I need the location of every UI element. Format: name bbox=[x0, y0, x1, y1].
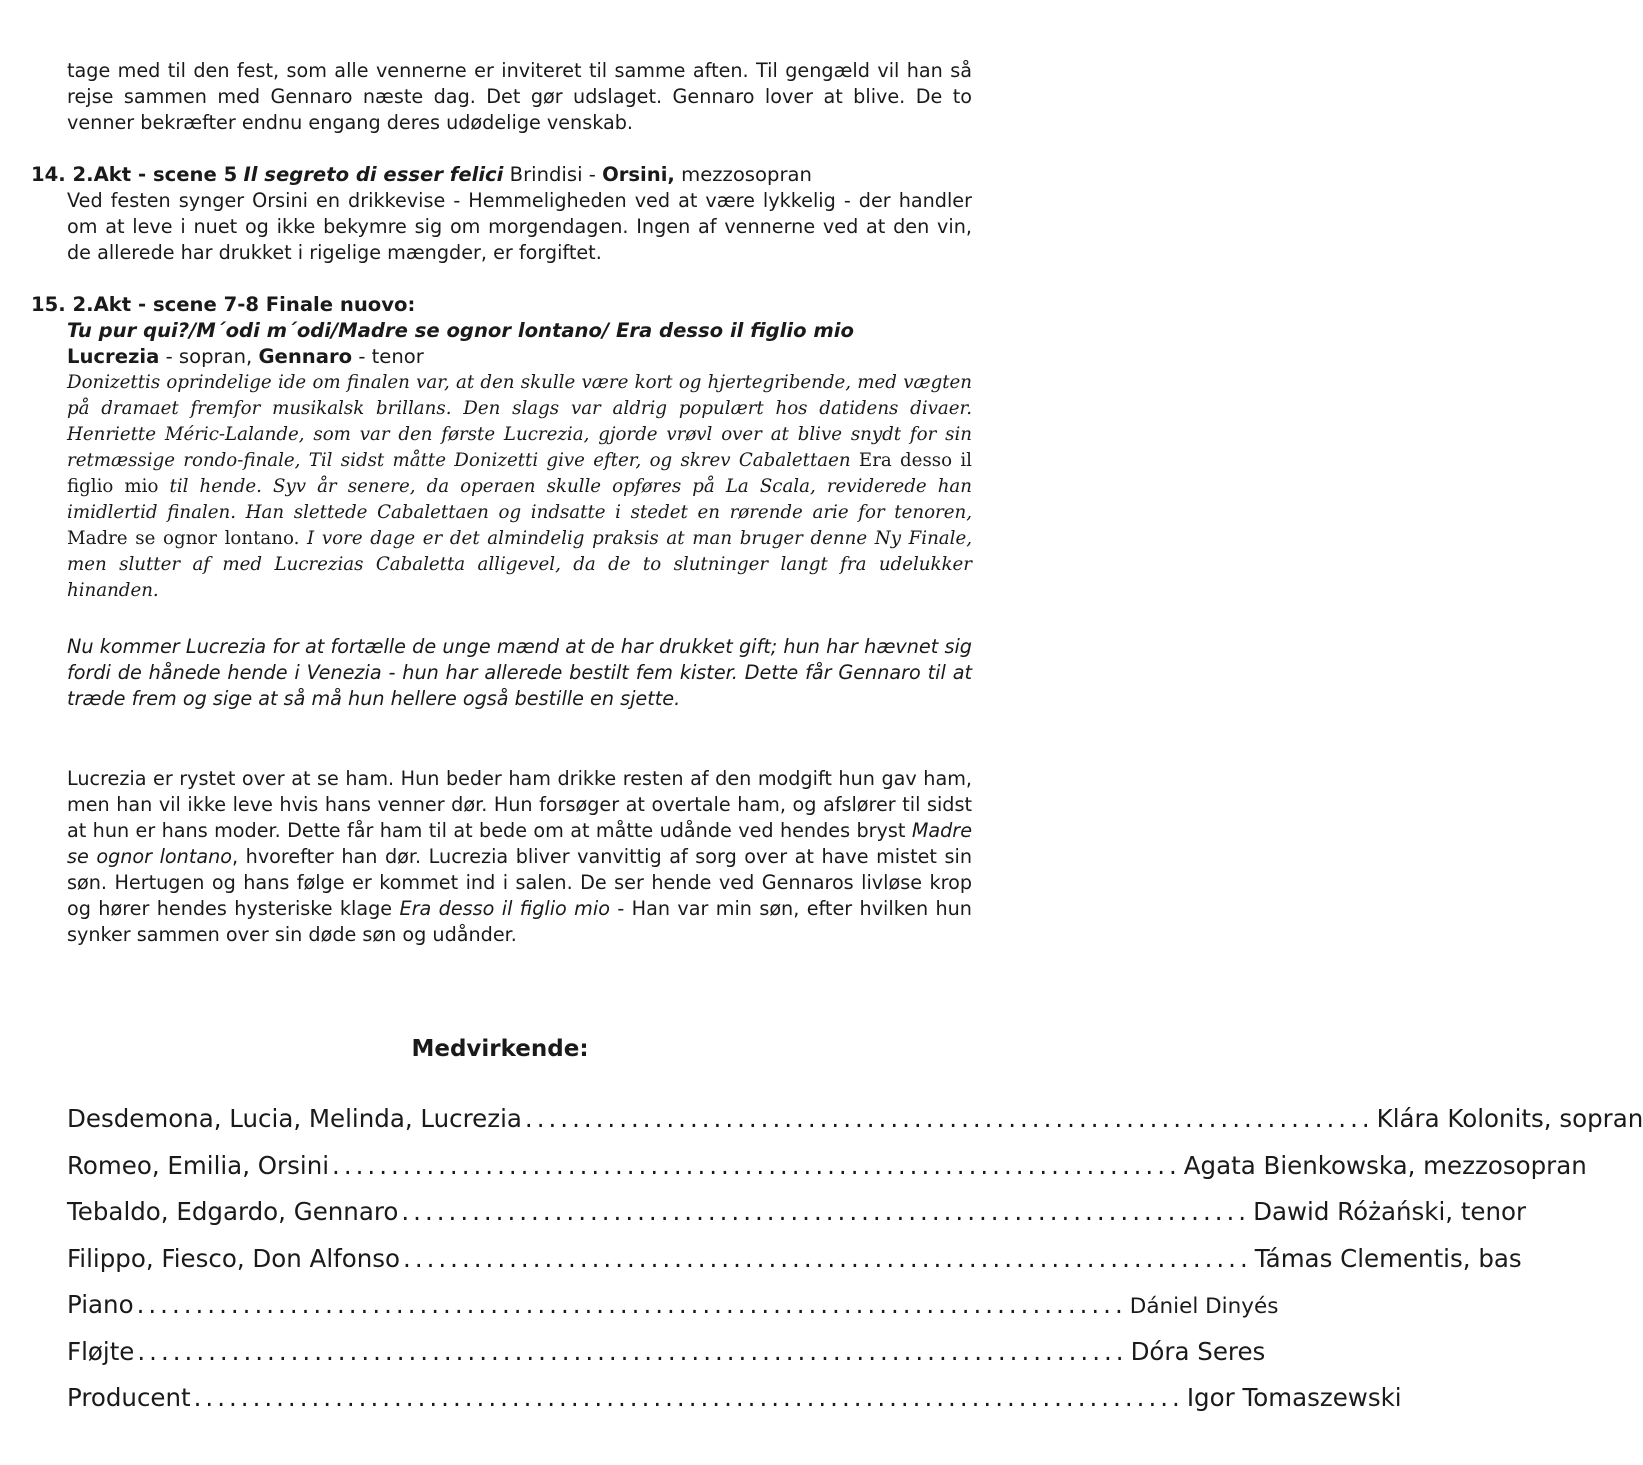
item-15-titles: Tu pur qui?/M´odi m´odi/Madre se ognor lontano/ Era desso il figlio mio bbox=[67, 319, 854, 342]
item-14-title: Il segreto di esser felici bbox=[243, 163, 504, 186]
cast-artist: Dawid Różański, tenor bbox=[1253, 1197, 1527, 1226]
story-section bbox=[67, 766, 972, 948]
cast-row bbox=[67, 1382, 1402, 1429]
poison-paragraph: Nu kommer Lucrezia for at fortælle de unge mænd at de har drukket gift; hun har hævnet sig fordi de hånede hende i Venezia - hun har allerede bestilt fem kister. Dette får Gennaro til at træde frem og sige at så må hun hellere også bestille en sjette. bbox=[67, 635, 972, 710]
story-title-1: Madre se ognor lontano bbox=[67, 819, 972, 868]
cast-role: Producent bbox=[67, 1383, 191, 1412]
note-part-1: Donizettis oprindelige ide om finalen var, at den skulle være kort og hjertegribende, med vægten på dramaet fremfor musikalsk brillans. Den slags var aldrig populært hos datidens divaer. Henriette Méric-Lalande, som var den første Lucrezia, gjorde vrøvl over at blive snydt for sin retmæssige rondo-finale, Til sidst måtte Donizetti give efter, og skrev Cabalettaen bbox=[67, 372, 972, 471]
story-part-2: , hvorefter han dør. Lucrezia bliver vanvittig af sorg over at have mistet sin søn. Hertugen og hans følge er kommet ind i salen. De ser hende ved Gennaros livløse krop og hører hendes hysteriske klage bbox=[67, 845, 972, 920]
item-15 bbox=[31, 292, 972, 604]
cast-leader-dots: ........................................................................ bbox=[401, 1197, 1251, 1226]
cast-row bbox=[67, 1196, 1527, 1243]
story-part-1: Lucrezia er rystet over at se ham. Hun beder ham drikke resten af den modgift hun gav ham, men han vil ikke leve hvis hans venner dør. Hun forsøger at overtale ham, og afslører til sidst at hun er hans moder. Dette får ham til at bede om at måtte udånde ved hendes bryst bbox=[67, 767, 972, 842]
cast-role: Romeo, Emilia, Orsini bbox=[67, 1150, 330, 1180]
cast-artist: Igor Tomaszewski bbox=[1186, 1383, 1402, 1412]
item-14-heading bbox=[31, 162, 972, 188]
story-paragraph bbox=[67, 766, 972, 948]
cast-row bbox=[67, 1150, 1587, 1197]
cast-role: Filippo, Fiesco, Don Alfonso bbox=[67, 1243, 401, 1273]
story-part-3: - Han var min søn, efter hvilken hun synker sammen over sin døde søn og udånder. bbox=[67, 897, 972, 946]
cast-row bbox=[67, 1336, 1266, 1383]
item-15-voice-1: - sopran, bbox=[165, 345, 253, 368]
item-14-description: Ved festen synger Orsini en drikkevise - Hemmeligheden ved at være lykkelig - der handler om at leve i nuet og ikke bekymre sig om morgendagen. Ingen af vennerne ved at den vin, de allerede har drukket i rigelige mængder, er forgiftet. bbox=[67, 189, 972, 264]
note-title-1: Era desso il figlio mio bbox=[67, 450, 972, 497]
cast-artist: Dániel Dinyés bbox=[1129, 1294, 1279, 1319]
cast-row bbox=[67, 1243, 1522, 1290]
item-14-voice: mezzosopran bbox=[681, 163, 812, 186]
cast-row bbox=[67, 1289, 1279, 1336]
cast-leader-dots: ........................................................................ bbox=[403, 1243, 1252, 1273]
cast-leader-dots: .................................................................................... bbox=[136, 1290, 1127, 1319]
item-15-voice-2: - tenor bbox=[358, 345, 424, 368]
cast-artist: Dóra Seres bbox=[1130, 1336, 1266, 1366]
intro-section bbox=[67, 58, 972, 136]
cast-artist: Támas Clementis, bas bbox=[1254, 1243, 1522, 1273]
cast-role: Tebaldo, Edgardo, Gennaro bbox=[67, 1197, 399, 1226]
cast-list bbox=[67, 1103, 1643, 1429]
cast-artist: Klára Kolonits, sopran bbox=[1376, 1104, 1643, 1133]
intro-paragraph: tage med til den fest, som alle vennerne er inviteret til samme aften. Til gengæld vil han så rejse sammen med Gennaro næste dag. Det gør udslaget. Gennaro lover at blive. De to venner bekræfter endnu engang deres udødelige venskab. bbox=[67, 59, 972, 134]
cast-heading: Medvirkende: bbox=[411, 1036, 589, 1062]
note-part-3: I vore dage er det almindelig praksis at man bruger denne Ny Finale, men slutter af med Lucrezias Cabaletta alligevel, da de to slutninger langt fra udelukker hinanden. bbox=[67, 528, 972, 601]
cast-leader-dots: .................................................................................... bbox=[137, 1336, 1128, 1366]
cast-leader-dots: ........................................................................ bbox=[332, 1150, 1181, 1180]
poison-section bbox=[67, 634, 972, 712]
cast-leader-dots: .................................................................................... bbox=[193, 1383, 1184, 1412]
cast-artist: Agata Bienkowska, mezzosopran bbox=[1183, 1150, 1587, 1180]
item-15-note bbox=[67, 370, 972, 604]
item-15-cast bbox=[67, 344, 972, 370]
cast-role: Piano bbox=[67, 1290, 134, 1319]
note-part-2: til hende. Syv år senere, da operaen skulle opføres på La Scala, reviderede han imidlertid finalen. Han slettede Cabalettaen og indsatte i stedet en rørende arie for tenoren, bbox=[67, 476, 972, 523]
item-15-singer-2: Gennaro bbox=[258, 345, 353, 368]
item-14-label: 14. 2.Akt - scene 5 bbox=[31, 163, 238, 186]
cast-row bbox=[67, 1103, 1643, 1150]
item-15-label: 15. 2.Akt - scene 7-8 Finale nuovo: bbox=[31, 293, 416, 316]
story-title-2: Era desso il figlio mio bbox=[399, 897, 610, 920]
cast-role: Fløjte bbox=[67, 1336, 135, 1366]
cast-leader-dots: ........................................................................ bbox=[524, 1104, 1374, 1133]
item-15-singer-1: Lucrezia bbox=[67, 345, 160, 368]
item-14-singer: Orsini, bbox=[602, 163, 675, 186]
note-title-2: Madre se ognor lontano. bbox=[67, 528, 300, 549]
cast-role: Desdemona, Lucia, Melinda, Lucrezia bbox=[67, 1104, 522, 1133]
item-14 bbox=[31, 162, 972, 266]
item-14-type: Brindisi - bbox=[509, 163, 596, 186]
